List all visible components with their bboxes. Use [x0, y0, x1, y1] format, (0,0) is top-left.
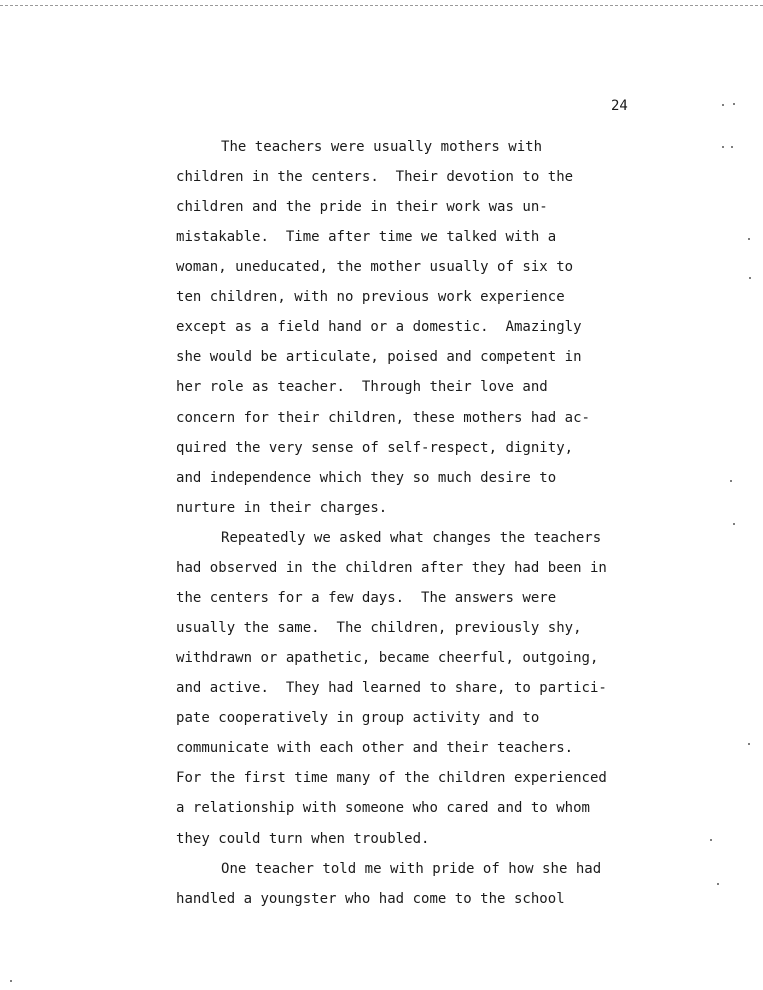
scan-speck [722, 104, 724, 106]
scan-speck [748, 743, 750, 745]
text-line: her role as teacher. Through their love and [176, 379, 548, 395]
scan-speck [730, 480, 732, 482]
text-line: a relationship with someone who cared and to whom [176, 800, 590, 816]
text-line: and active. They had learned to share, to partici- [176, 680, 607, 696]
text-line: the centers for a few days. The answers were [176, 590, 557, 606]
scan-speck [748, 238, 750, 240]
scan-speck [733, 523, 735, 525]
scan-speck [717, 883, 719, 885]
scan-speck [749, 277, 751, 279]
page-number: 24 [611, 98, 628, 114]
text-line: handled a youngster who had come to the school [176, 891, 565, 907]
scan-top-edge [0, 0, 763, 6]
text-line: concern for their children, these mothers had ac- [176, 410, 590, 426]
text-line: woman, uneducated, the mother usually of six to [176, 259, 574, 275]
text-line: The teachers were usually mothers with [221, 139, 543, 155]
text-line: One teacher told me with pride of how she had [221, 861, 602, 877]
scan-speck [733, 103, 735, 105]
text-line: pate cooperatively in group activity and to [176, 710, 540, 726]
text-line: ten children, with no previous work experience [176, 289, 565, 305]
text-line: nurture in their charges. [176, 500, 388, 516]
text-line: communicate with each other and their teachers. [176, 740, 574, 756]
scan-speck [710, 839, 712, 841]
scan-speck [731, 146, 733, 148]
text-line: children in the centers. Their devotion to the [176, 169, 574, 185]
text-line: they could turn when troubled. [176, 831, 430, 847]
text-line: For the first time many of the children experienced [176, 770, 607, 786]
text-line: Repeatedly we asked what changes the teachers [221, 530, 602, 546]
text-line: had observed in the children after they had been in [176, 560, 607, 576]
text-line: withdrawn or apathetic, became cheerful, outgoing, [176, 650, 599, 666]
text-line: mistakable. Time after time we talked with a [176, 229, 557, 245]
text-line: children and the pride in their work was un- [176, 199, 548, 215]
text-line: she would be articulate, poised and competent in [176, 349, 582, 365]
text-line: and independence which they so much desire to [176, 470, 557, 486]
text-line: usually the same. The children, previously shy, [176, 620, 582, 636]
scan-speck [10, 980, 12, 982]
text-line: quired the very sense of self-respect, dignity, [176, 440, 574, 456]
scan-speck [722, 146, 724, 148]
text-line: except as a field hand or a domestic. Amazingly [176, 319, 582, 335]
